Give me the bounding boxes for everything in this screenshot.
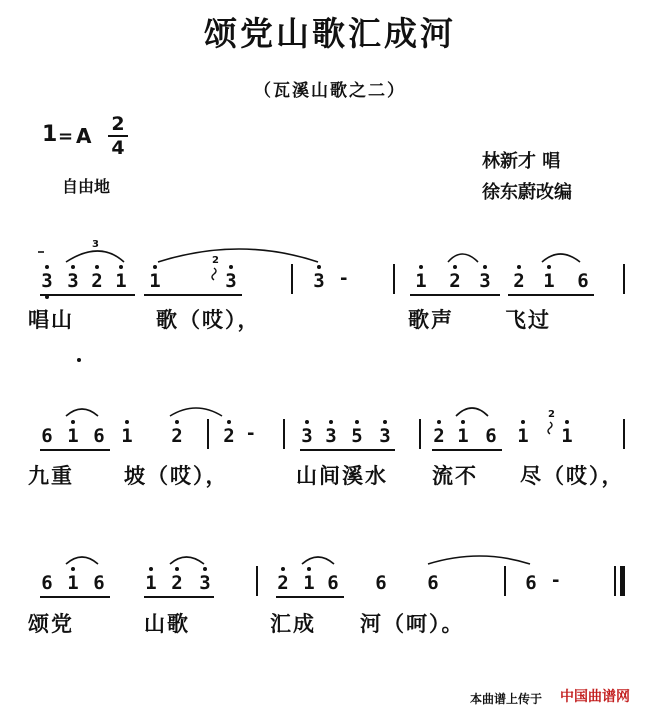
lyric: 歌声	[408, 308, 454, 332]
lyric: 飞过	[505, 308, 551, 332]
note: 3	[379, 425, 391, 447]
note: 6	[577, 270, 589, 292]
lyric: 河（呵）。	[360, 612, 465, 636]
note: 1	[67, 572, 79, 594]
note: 1	[121, 425, 133, 447]
lyric: 汇成	[270, 612, 316, 636]
site-logo[interactable]: 中国曲谱网	[560, 689, 630, 705]
song-title: 颂党山歌汇成河	[204, 14, 456, 53]
note: 3	[479, 270, 491, 292]
note: 1	[543, 270, 555, 292]
note: 3	[67, 270, 79, 292]
svg-text:3: 3	[92, 239, 99, 250]
note: 6	[41, 425, 53, 447]
lyric: 歌（哎），	[156, 308, 261, 332]
note: 1	[303, 572, 315, 594]
song-subtitle: （瓦溪山歌之二）	[254, 81, 406, 101]
time-signature-denominator: 4	[111, 137, 125, 159]
note: 1	[561, 425, 573, 447]
svg-text:2: 2	[548, 409, 555, 420]
note: 1	[145, 572, 157, 594]
lyric: 尽（哎），	[520, 464, 625, 488]
note: 2	[223, 425, 235, 447]
note: 3	[313, 270, 325, 292]
arranger-credit: 徐东蔚改编	[482, 182, 572, 203]
note: 3	[301, 425, 313, 447]
note: 3	[225, 270, 237, 292]
note: 6	[327, 572, 339, 594]
note: 2	[91, 270, 103, 292]
note: 6	[41, 572, 53, 594]
extension-dash: -	[340, 268, 348, 289]
note: 3	[199, 572, 211, 594]
svg-text:2: 2	[212, 255, 219, 266]
key-tonic-number: 1	[42, 122, 58, 147]
note: 6	[485, 425, 497, 447]
lyric: 流不	[432, 464, 478, 488]
lyric: 唱山	[28, 308, 74, 332]
singer-credit: 林新才 唱	[482, 151, 561, 172]
note: 2	[513, 270, 525, 292]
note: 5	[351, 425, 363, 447]
note: 2	[449, 270, 461, 292]
tempo-marking: 自由地	[62, 177, 111, 196]
note: 6	[427, 572, 439, 594]
extension-dash: -	[247, 423, 255, 444]
note: 3	[41, 270, 53, 292]
extension-dash: -	[552, 570, 560, 591]
lyric: 颂党	[28, 612, 74, 636]
footer-upload-text: 本曲谱上传于	[470, 692, 543, 706]
time-signature-numerator: 2	[111, 113, 125, 135]
lyric: 山间溪水	[296, 464, 388, 488]
note: 6	[93, 425, 105, 447]
note: 1	[517, 425, 529, 447]
note: 2	[433, 425, 445, 447]
key-equals: =	[58, 126, 74, 147]
note: 1	[149, 270, 161, 292]
note: 3	[325, 425, 337, 447]
note: 1	[115, 270, 127, 292]
note: 6	[525, 572, 537, 594]
key-letter: A	[76, 124, 92, 148]
lyric: 坡（哎），	[124, 464, 229, 488]
lyric: 山歌	[144, 612, 190, 636]
note: 1	[67, 425, 79, 447]
note: 2	[171, 425, 183, 447]
note: 1	[415, 270, 427, 292]
note: 2	[277, 572, 289, 594]
note: 6	[93, 572, 105, 594]
note: 6	[375, 572, 387, 594]
note: 1	[457, 425, 469, 447]
note: 2	[171, 572, 183, 594]
lyric: 九重	[28, 464, 74, 488]
